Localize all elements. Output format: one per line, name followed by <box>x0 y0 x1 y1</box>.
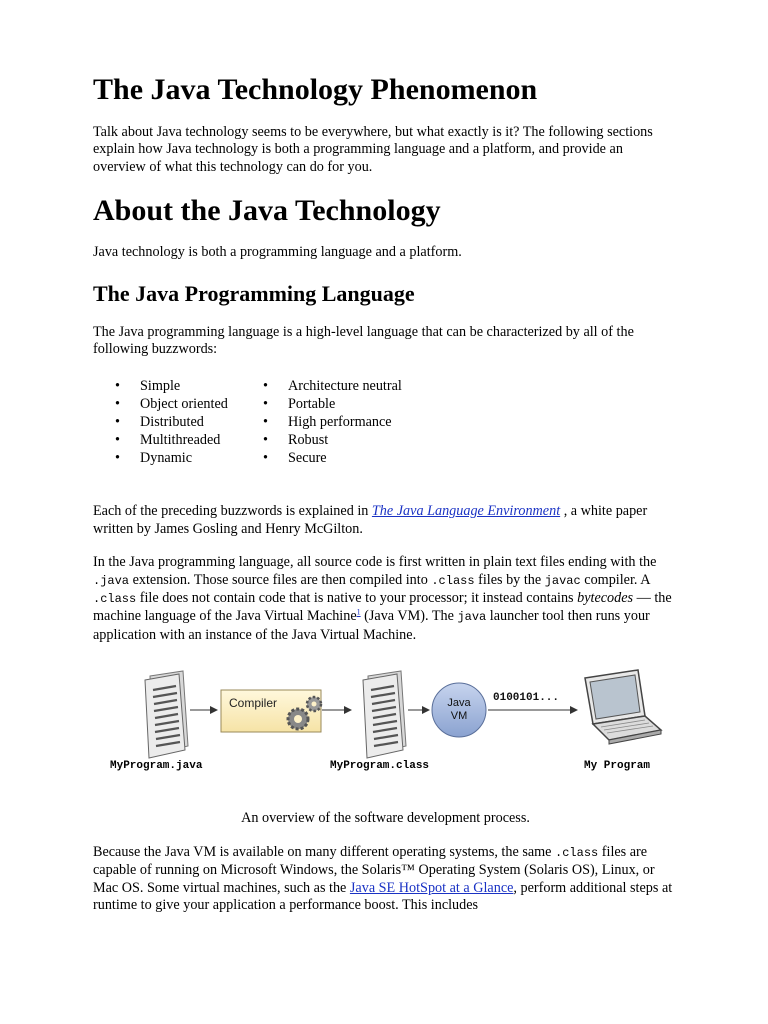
page-title: The Java Technology Phenomenon <box>93 73 538 106</box>
list-item: • Secure <box>263 449 327 466</box>
about-paragraph: Java technology is both a programming language and a platform. <box>93 244 462 261</box>
compiler-box <box>221 690 321 732</box>
vm-label-line2: VM <box>450 710 468 723</box>
java-vm-paragraph: Because the Java VM is available on many different operating systems, the same .class files are capable of running on Microsoft Windows, the Solaris™ Operating System (Solaris OS), Linux, or Mac OS. Some virtual machines, such as the Java SE HotSpot at a Glance, perform additional steps at runtime to give your application a performance boost. This includes <box>93 843 673 913</box>
laptop-icon <box>585 670 661 744</box>
code-java-extension: .java <box>93 573 130 588</box>
buzzword-list <box>93 378 678 468</box>
bullet-icon: • <box>263 396 268 413</box>
bytecodes-term: bytecodes <box>577 590 634 607</box>
code-class-extension: .class <box>93 592 137 607</box>
java-language-environment-link[interactable]: The Java Language Environment <box>371 503 561 520</box>
document-page <box>93 70 678 914</box>
source-file-label: MyProgram.java <box>110 760 203 773</box>
about-heading: About the Java Technology <box>93 194 441 228</box>
binary-output: 0100101... <box>493 692 560 705</box>
buzzwords-explained-paragraph: Each of the preceding buzzwords is explained in The Java Language Environment , a white paper written by James Gosling and Henry McGilton. <box>93 503 648 537</box>
source-file-icon <box>145 671 188 758</box>
buzzword-column-1 <box>115 378 228 467</box>
hotspot-link[interactable]: Java SE HotSpot at a Glance <box>349 879 514 896</box>
language-paragraph: The Java programming language is a high-level language that can be characterized by all of the following buzzwords: <box>93 323 634 358</box>
list-item: • Simple <box>115 378 181 395</box>
java-vm-circle <box>432 683 486 737</box>
compiler-label: Compiler <box>229 696 278 711</box>
bullet-icon: • <box>263 449 268 466</box>
footnote-link[interactable]: 1 <box>356 607 361 617</box>
code-class-extension: .class <box>431 573 475 588</box>
list-item: • Distributed <box>115 414 204 431</box>
list-item: • Robust <box>263 431 329 448</box>
vm-label-line1: Java <box>447 697 471 710</box>
bullet-icon: • <box>263 431 268 448</box>
bullet-icon: • <box>115 396 120 413</box>
buzzword-column-2 <box>263 378 402 467</box>
list-item: • Portable <box>263 396 336 413</box>
class-file-icon <box>363 671 406 758</box>
bullet-icon: • <box>115 378 120 395</box>
bullet-icon: • <box>115 414 120 431</box>
development-process-diagram <box>93 666 678 796</box>
code-java: java <box>457 610 487 625</box>
code-class-extension: .class <box>555 845 599 860</box>
diagram-caption: An overview of the software development process. <box>241 810 530 827</box>
bullet-icon: • <box>115 431 120 448</box>
list-item: • Object oriented <box>115 396 228 413</box>
bullet-icon: • <box>115 449 120 466</box>
bullet-icon: • <box>263 414 268 431</box>
bullet-icon: • <box>263 378 268 395</box>
list-item: • Multithreaded <box>115 431 221 448</box>
diagram-graphic <box>93 666 678 796</box>
program-label: My Program <box>584 760 651 773</box>
list-item: • High performance <box>263 414 392 431</box>
class-file-label: MyProgram.class <box>330 760 430 773</box>
intro-paragraph: Talk about Java technology seems to be everywhere, but what exactly is it? The following sections explain how Java technology is both a programming language and a platform, and provide an overview of what this technology can do for you. <box>93 124 653 175</box>
language-heading: The Java Programming Language <box>93 280 415 306</box>
code-javac: javac <box>544 573 581 588</box>
source-code-paragraph: In the Java programming language, all source code is first written in plain text files ending with the .java extension. Those source files are then compiled into .class files by the javac compiler. A .class file does not contain code that is native to your processor; it instead contains bytecodes — the machine language of the Java Virtual Machine$^1$ (Java VM). The java launcher tool then runs your application with an instance of the Java Virtual Machine. <box>93 554 672 643</box>
list-item: • Architecture neutral <box>263 378 402 395</box>
list-item: • Dynamic <box>115 449 193 466</box>
